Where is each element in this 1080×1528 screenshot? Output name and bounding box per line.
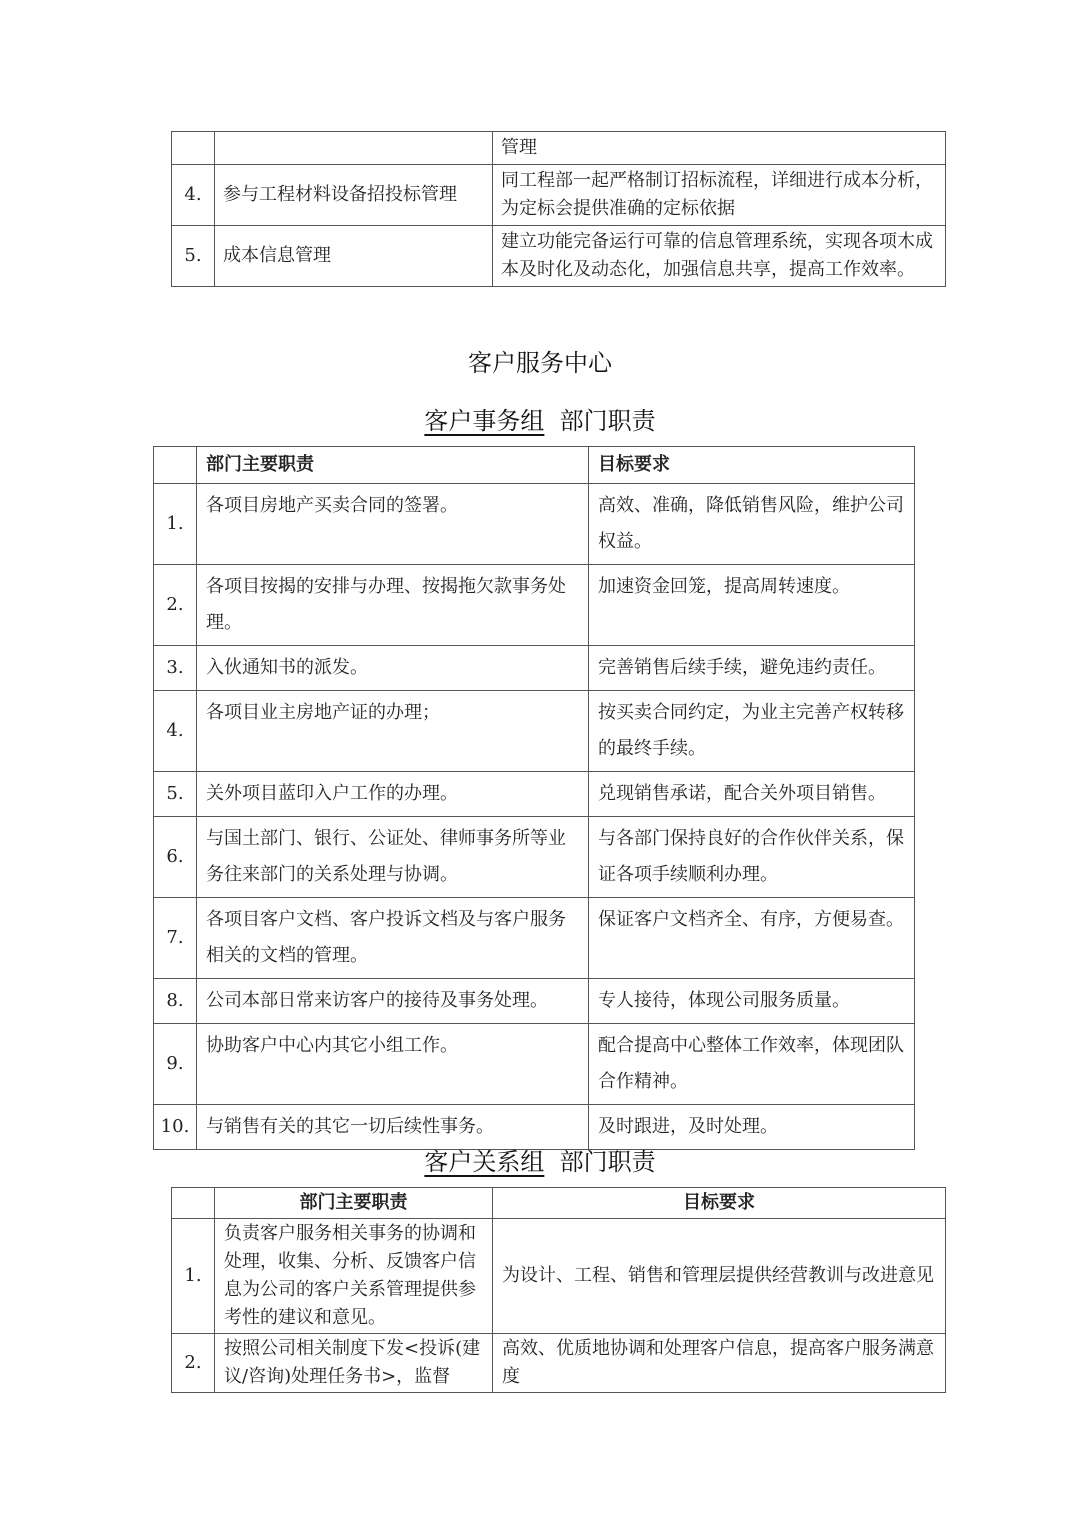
goal-cell: 按买卖合同约定，为业主完善产权转移的最终手续。: [589, 691, 915, 772]
group2-suffix: 部门职责: [559, 1148, 656, 1176]
duty-cell: 协助客户中心内其它小组工作。: [197, 1024, 589, 1105]
group1-title: [0, 401, 1080, 436]
goal-cell: 及时跟进，及时处理。: [589, 1105, 915, 1150]
table-row: [154, 691, 915, 772]
row-number: 5.: [154, 772, 197, 817]
group1-suffix: 部门职责: [559, 407, 656, 435]
duty-cell: 入伙通知书的派发。: [197, 646, 589, 691]
table-row: [172, 1219, 946, 1334]
table-row: [172, 1334, 946, 1393]
group2-name: 客户关系组: [424, 1148, 545, 1176]
row-number: 4.: [154, 691, 197, 772]
table-row: [172, 132, 946, 165]
row-number: 9.: [154, 1024, 197, 1105]
duty-cell: 各项目客户文档、客户投诉文档及与客户服务相关的文档的管理。: [197, 898, 589, 979]
goal-cell: 高效、优质地协调和处理客户信息，提高客户服务满意度: [493, 1334, 946, 1393]
goal-cell: 同工程部一起严格制订招标流程，详细进行成本分析，为定标会提供准确的定标依据: [493, 165, 946, 226]
header-duty: 部门主要职责: [215, 1188, 493, 1219]
duty-cell: 关外项目蓝印入户工作的办理。: [197, 772, 589, 817]
duty-cell: 各项目房地产买卖合同的签署。: [197, 484, 589, 565]
customer-relations-duties-table: [171, 1187, 946, 1393]
goal-cell: 兑现销售承诺，配合关外项目销售。: [589, 772, 915, 817]
table-row: [154, 772, 915, 817]
header-number: [154, 447, 197, 484]
duty-cell: 成本信息管理: [215, 226, 493, 287]
row-number: 8.: [154, 979, 197, 1024]
table-row: [154, 484, 915, 565]
row-number: 5.: [172, 226, 215, 287]
table-row: [154, 898, 915, 979]
header-goal: 目标要求: [589, 447, 915, 484]
row-number: 4.: [172, 165, 215, 226]
row-number: 2.: [154, 565, 197, 646]
table-header-row: [154, 447, 915, 484]
row-number: 3.: [154, 646, 197, 691]
table-row: [154, 565, 915, 646]
table-row: [172, 226, 946, 287]
goal-cell: 管理: [493, 132, 946, 165]
header-number: [172, 1188, 215, 1219]
goal-cell: 专人接待，体现公司服务质量。: [589, 979, 915, 1024]
goal-cell: 完善销售后续手续，避免违约责任。: [589, 646, 915, 691]
table-row: [154, 646, 915, 691]
duty-cell: 与销售有关的其它一切后续性事务。: [197, 1105, 589, 1150]
table-header-row: [172, 1188, 946, 1219]
table-row: [172, 165, 946, 226]
row-number: [172, 132, 215, 165]
table-row: [154, 817, 915, 898]
goal-cell: 高效、准确，降低销售风险，维护公司权益。: [589, 484, 915, 565]
duty-cell: 负责客户服务相关事务的协调和处理，收集、分析、反馈客户信息为公司的客户关系管理提供参考性的建议和意见。: [215, 1219, 493, 1334]
row-number: 6.: [154, 817, 197, 898]
goal-cell: 为设计、工程、销售和管理层提供经营教训与改进意见: [493, 1219, 946, 1334]
goal-cell: 配合提高中心整体工作效率，体现团队合作精神。: [589, 1024, 915, 1105]
section-title: 客户服务中心: [468, 349, 612, 377]
duty-cell: 参与工程材料设备招投标管理: [215, 165, 493, 226]
goal-cell: 与各部门保持良好的合作伙伴关系，保证各项手续顺利办理。: [589, 817, 915, 898]
row-number: 1.: [172, 1219, 215, 1334]
row-number: 7.: [154, 898, 197, 979]
row-number: 10.: [154, 1105, 197, 1150]
duty-cell: 各项目按揭的安排与办理、按揭拖欠款事务处理。: [197, 565, 589, 646]
header-goal: 目标要求: [493, 1188, 946, 1219]
duty-cell: [215, 132, 493, 165]
group2-title: [0, 1142, 1080, 1177]
row-number: 1.: [154, 484, 197, 565]
duty-cell: 与国土部门、银行、公证处、律师事务所等业务往来部门的关系处理与协调。: [197, 817, 589, 898]
duty-cell: 各项目业主房地产证的办理；: [197, 691, 589, 772]
goal-cell: 建立功能完备运行可靠的信息管理系统，实现各项木成本及时化及动态化，加强信息共享，提高工作效率。: [493, 226, 946, 287]
duty-cell: 按照公司相关制度下发<投诉(建议/咨询)处理任务书>，监督: [215, 1334, 493, 1393]
header-duty: 部门主要职责: [197, 447, 589, 484]
customer-affairs-duties-table: [153, 446, 915, 1150]
group1-name: 客户事务组: [424, 407, 545, 435]
duty-cell: 公司本部日常来访客户的接待及事务处理。: [197, 979, 589, 1024]
goal-cell: 加速资金回笼，提高周转速度。: [589, 565, 915, 646]
table-row: [154, 979, 915, 1024]
table-row: [154, 1024, 915, 1105]
cost-duties-table-continued: [171, 131, 946, 287]
goal-cell: 保证客户文档齐全、有序，方便易查。: [589, 898, 915, 979]
row-number: 2.: [172, 1334, 215, 1393]
